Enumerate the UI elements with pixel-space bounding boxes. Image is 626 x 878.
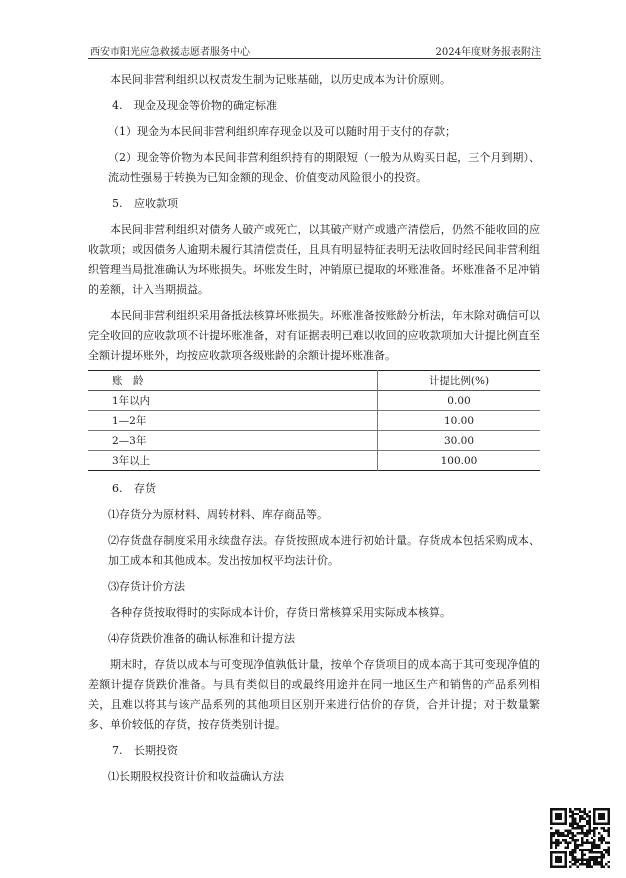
aging-cell-age: 3年以上 (112, 455, 151, 467)
section-6-num: 6. (112, 482, 123, 495)
section-4-num: 4. (112, 99, 123, 112)
section-4-title: 现金及现金等价物的确定标准 (134, 99, 277, 112)
section-6-para-2: ⑵存货盘存制度采用永续盘存法。存货按照成本进行初始计量。存货成本包括采购成本、加工成本和其他成本。发出按加权平均法计价。 (108, 534, 540, 567)
section-4-heading (88, 96, 540, 116)
section-7-heading (88, 741, 540, 761)
aging-header-rate: 计提比例(%) (378, 371, 541, 391)
section-6-heading (88, 479, 540, 499)
section-5-para-2: 本民间非营利组织采用备抵法核算坏账损失。坏账准备按账龄分析法，年末除对确信可以完全收回的应收款项不计提坏账准备，对有证据表明已难以收回的应收款项加大计提比例直至全额计提坏账外，均按应收款项各级账龄的余额计提坏账准备。 (88, 309, 540, 362)
section-5-para-1: 本民间非营利组织对债务人破产或死亡，以其破产财产或遗产清偿后，仍然不能收回的应收款项；或因债务人逾期未履行其清偿责任，且具有明显特征表明无法收回时经民间非营利组织管理当局批准确认为坏账损失。坏账发生时，冲销原已提取的坏账准备。坏账准备不足冲销的差额，计入当期损益。 (88, 223, 540, 296)
document-body (88, 70, 540, 787)
section-7-title: 长期投资 (134, 744, 178, 757)
section-5-heading (88, 194, 540, 214)
table-row (88, 431, 540, 451)
aging-cell-rate: 30.00 (378, 431, 541, 451)
section-4-para-2: （2）现金等价物为本民间非营利组织持有的期限短（一般为从购买日起，三个月到期）、流动性强易于转换为已知金额的现金、价值变动风险很小的投资。 (108, 151, 540, 184)
page-header (88, 40, 541, 59)
table-row (88, 451, 540, 471)
table-row (88, 411, 540, 431)
aging-table (88, 370, 540, 471)
section-6-para-5: ⑷存货跌价准备的确认标准和计提方法 (108, 632, 295, 645)
aging-cell-age: 1—2年 (112, 415, 147, 427)
table-row (88, 391, 540, 411)
aging-cell-age: 2—3年 (112, 435, 147, 447)
section-6-para-3: ⑶存货计价方法 (108, 580, 185, 593)
aging-header-age: 账 龄 (112, 375, 144, 387)
header-org: 西安市阳光应急救援志愿者服务中心 (90, 47, 250, 58)
section-6-para-1: ⑴存货分为原材料、周转材料、库存商品等。 (108, 508, 328, 521)
section-4-para-1: （1）现金为本民间非营利组织库存现金以及可以随时用于支付的存款； (108, 125, 456, 138)
qr-code-icon (550, 808, 610, 868)
aging-cell-rate: 100.00 (378, 451, 541, 471)
section-5-title: 应收款项 (134, 197, 178, 210)
section-7-para-1: ⑴长期股权投资计价和收益确认方法 (108, 770, 284, 783)
aging-cell-rate: 10.00 (378, 411, 541, 431)
section-6-para-6: 期末时，存货以成本与可变现净值孰低计量，按单个存货项目的成本高于其可变现净值的差额计提存货跌价准备。与具有类似目的或最终用途并在同一地区生产和销售的产品系列相关，且难以将其与该产品系列的其他项目区别开来进行估价的存货，合并计提；对于数量繁多、单价较低的存货，按存货类别计提。 (88, 658, 540, 731)
header-report-title: 2024年度财务报表附注 (435, 47, 541, 58)
section-7-num: 7. (112, 744, 123, 757)
section-5-num: 5. (112, 197, 123, 210)
aging-table-header-row (88, 371, 540, 391)
intro-paragraph: 本民间非营利组织以权责发生制为记账基础，以历史成本为计价原则。 (110, 73, 451, 86)
aging-cell-age: 1年以内 (112, 395, 151, 407)
section-6-title: 存货 (134, 482, 156, 495)
aging-cell-rate: 0.00 (378, 391, 541, 411)
section-6-para-4: 各种存货按取得时的实际成本计价，存货日常核算采用实际成本核算。 (110, 606, 451, 619)
